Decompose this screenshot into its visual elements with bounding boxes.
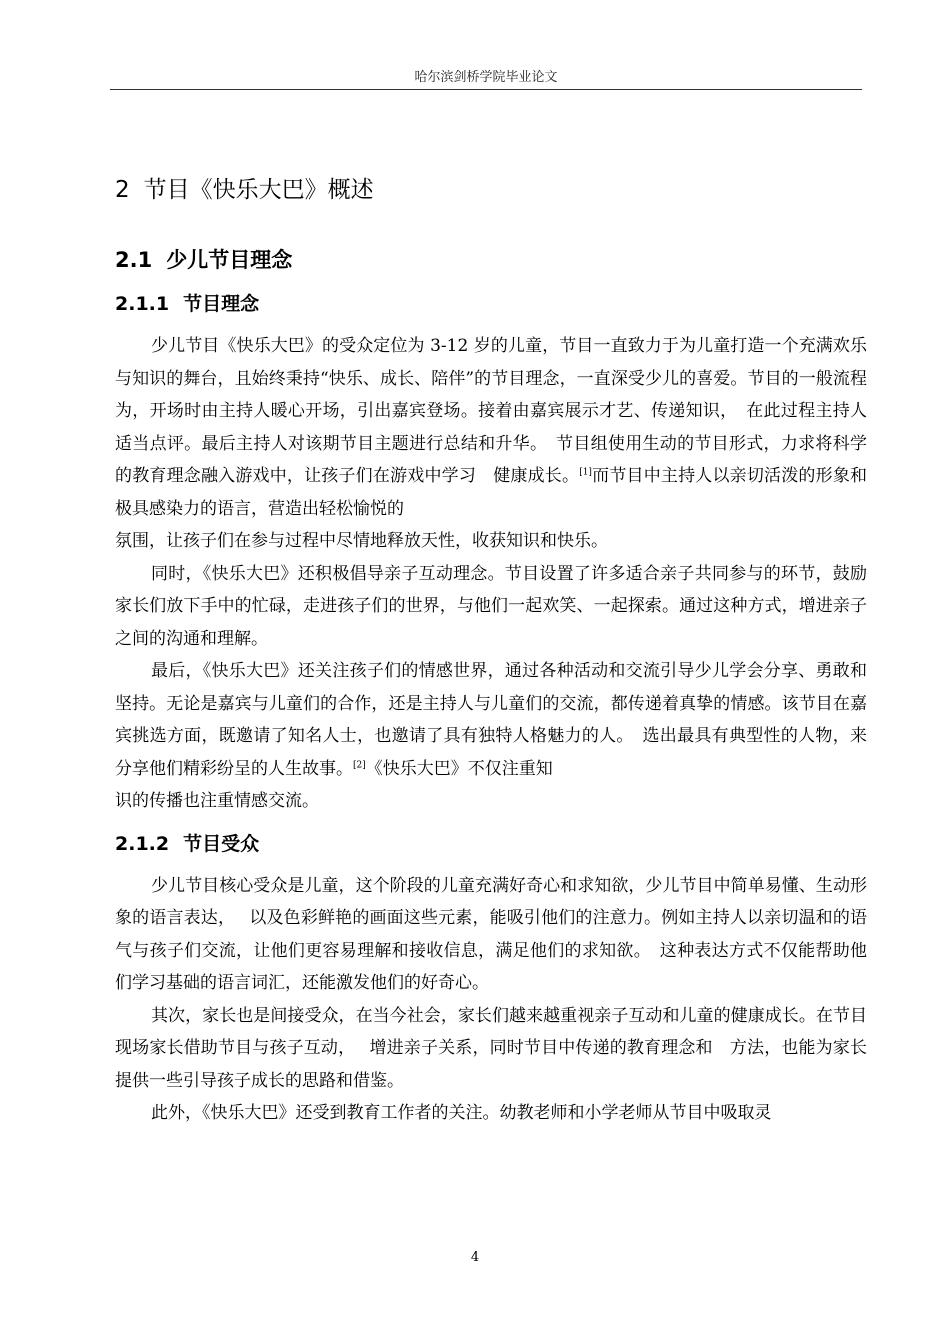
subsection-title: 节目理念 — [183, 293, 260, 315]
header-divider — [110, 89, 862, 90]
page-body — [115, 168, 867, 1130]
body-paragraph-continuation — [115, 785, 867, 818]
subsection-number: 2.1.2 — [115, 832, 170, 855]
paragraph-text: 其次，家长也是间接受众，在当今社会，家长们越来越重视亲子互动和儿童的健康成长。在节目现场家长借助节目与孩子互动， 增进亲子关系，同时节目中传递的教育理念和 方法，也能为家长提供一些引导孩子成长的思路和借鉴。 — [115, 1005, 867, 1091]
body-paragraph-continuation — [115, 525, 867, 558]
paragraph-text: 而节目中主持人以亲切活泼的形象和极具感染力的语言，营造出轻松愉悦的 — [115, 466, 868, 519]
paragraph-text: 少儿节目《快乐大巴》的受众定位为 3-12 岁的儿童，节目一直致力于为儿童打造一个充满欢乐与知识的舞台，且始终秉持“快乐、成长、陪伴”的节目理念，一直深受少儿的喜爱。节目的一般流程为，开场时由主持人暖心开场，引出嘉宾登场。接着由嘉宾展示才艺、传递知识， 在此过程主持人适当点评。最后主持人对该期节目主题进行总结和升华。 节目组使用生动的节目形式，力求将科学的教育理念融入游戏中，让孩子们在游戏中学习 健康成长。 — [115, 336, 867, 486]
running-header: 哈尔滨剑桥学院毕业论文 — [414, 70, 558, 85]
body-paragraph — [115, 655, 867, 785]
body-paragraph — [115, 1000, 867, 1098]
paragraph-text: 同时，《快乐大巴》还积极倡导亲子互动理念。节目设置了许多适合亲子共同参与的环节，鼓励家长们放下手中的忙碌，走进孩子们的世界，与他们一起欢笑、一起探索。通过这种方式，增进亲子之间的沟通和理解。 — [115, 563, 867, 649]
section-number: 2.1 — [115, 248, 153, 272]
subsection-title: 节目受众 — [183, 832, 260, 855]
chapter-heading — [115, 168, 867, 212]
subsection-number: 2.1.1 — [115, 293, 170, 315]
subsection-heading — [115, 820, 867, 868]
subsection-heading — [115, 280, 867, 328]
paragraph-text: 少儿节目核心受众是儿童，这个阶段的儿童充满好奇心和求知欲，少儿节目中简单易懂、生动形象的语言表达， 以及色彩鲜艳的画面这些元素，能吸引他们的注意力。例如主持人以亲切温和的语气与孩子们交流，让他们更容易理解和接收信息，满足他们的求知欲。 这种表达方式不仅能帮助他们学习基础的语言词汇，还能激发他们的好奇心。 — [115, 875, 867, 993]
section-heading — [115, 240, 867, 280]
paragraph-text: 识的传播也注重情感交流。 — [115, 791, 319, 811]
chapter-title: 节目《快乐大巴》概述 — [143, 177, 374, 203]
paragraph-text: 此外，《快乐大巴》还受到教育工作者的关注。幼教老师和小学老师从节目中吸取灵 — [151, 1103, 772, 1123]
chapter-number: 2 — [115, 177, 130, 203]
section-title: 少儿节目理念 — [166, 248, 293, 272]
body-paragraph — [115, 870, 867, 1000]
paragraph-text: 最后，《快乐大巴》还关注孩子们的情感世界，通过各种活动和交流引导少儿学会分享、勇敢和坚持。无论是嘉宾与儿童们的合作，还是主持人与儿童们的交流，都传递着真挚的情感。该节目在嘉宾挑选方面，既邀请了知名人士，也邀请了具有独特人格魅力的人。 选出最具有典型性的人物，来分享他们精彩纷呈的人生故事。 — [115, 661, 867, 779]
page-number: 4 — [470, 1250, 480, 1265]
paragraph-text: 《快乐大巴》不仅注重知 — [365, 758, 553, 779]
body-paragraph — [115, 1097, 867, 1130]
body-paragraph — [115, 558, 867, 656]
body-paragraph — [115, 330, 867, 525]
citation-marker: [1] — [579, 467, 592, 478]
citation-marker: [2] — [353, 759, 366, 770]
paragraph-text: 氛围，让孩子们在参与过程中尽情地释放天性，收获知识和快乐。 — [115, 531, 608, 551]
